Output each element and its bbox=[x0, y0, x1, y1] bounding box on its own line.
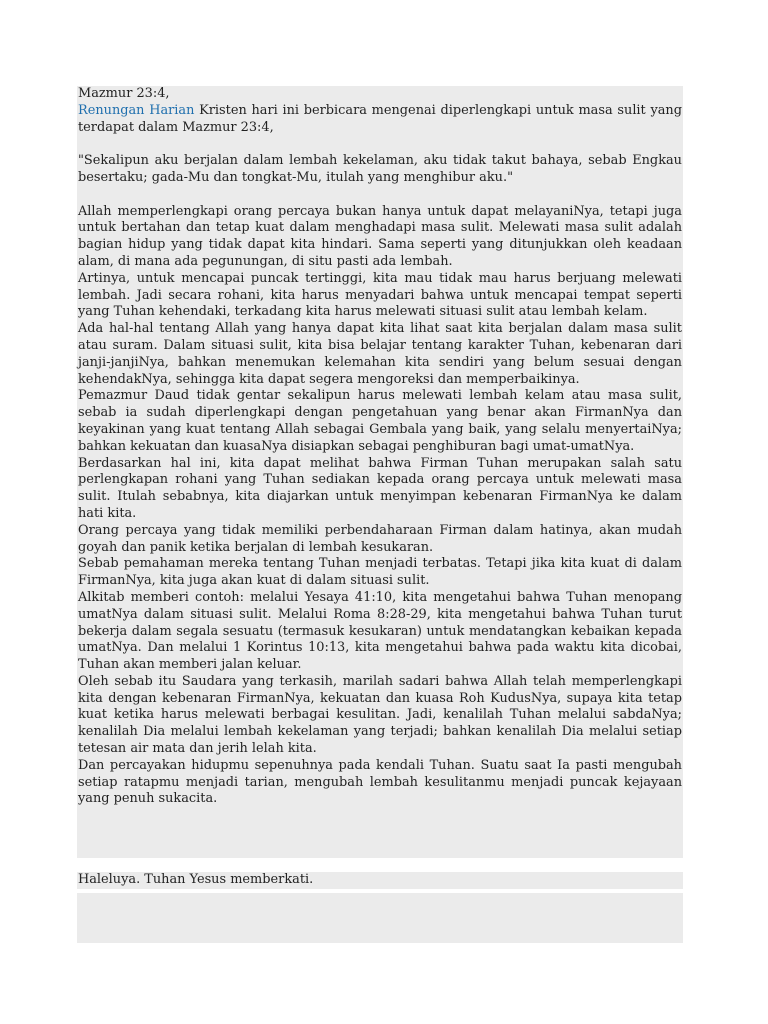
renungan-harian-link[interactable]: Renungan Harian bbox=[78, 102, 195, 118]
paragraph-4: Pemazmur Daud tidak gentar sekalipun harus melewati lembah kelam atau masa sulit, sebab ia sudah diperlengkapi dengan pengetahuan yang benar akan FirmanNya dan keyakinan yang kuat tentang Allah sebagai Gembala yang baik, yang selalu menyertaiNya; bahkan kekuatan dan kuasaNya disiapkan sebagai penghiburan bagi umat-umatNya. bbox=[78, 388, 682, 454]
block-gap bbox=[77, 858, 683, 872]
content-block bbox=[77, 86, 683, 858]
paragraph-2: Artinya, untuk mencapai puncak tertinggi, kita mau tidak mau harus berjuang melewati lembah. Jadi secara rohani, kita harus menyadari bahwa untuk mencapai tempat seperti yang Tuhan kehendaki, terkadang kita harus melewati situasi sulit atau lembah kelam. bbox=[78, 270, 682, 320]
spacer bbox=[78, 187, 682, 204]
paragraph-5: Berdasarkan hal ini, kita dapat melihat bahwa Firman Tuhan merupakan salah satu perlengkapan rohani yang Tuhan sediakan kepada orang percaya untuk melewati masa sulit. Itulah sebabnya, kita diajarkan untuk menyimpan kebenaran FirmanNya ke dalam hati kita. bbox=[78, 455, 682, 521]
closing-line: Haleluya. Tuhan Yesus memberkati. bbox=[78, 872, 314, 888]
closing-block bbox=[77, 872, 683, 889]
paragraph-3: Ada hal-hal tentang Allah yang hanya dapat kita lihat saat kita berjalan dalam masa sulit atau suram. Dalam situasi sulit, kita bisa belajar tentang karakter Tuhan, kebenaran dari janji-janjiNya, bahkan menemukan kelemahan kita sendiri yang belum sesuai dengan kehendakNya, sehingga kita dapat segera mengoreksi dan memperbaikinya. bbox=[78, 321, 682, 387]
blank-area bbox=[78, 808, 682, 858]
paragraph-6: Orang percaya yang tidak memiliki perbendaharaan Firman dalam hatinya, akan mudah goyah dan panik ketika berjalan di lembah kesukaran. bbox=[78, 522, 682, 555]
spacer bbox=[78, 136, 682, 153]
document-page bbox=[77, 86, 683, 943]
quote: "Sekalipun aku berjalan dalam lembah kekelaman, aku tidak takut bahaya, sebab Engkau besertaku; gada-Mu dan tongkat-Mu, itulah yang menghibur aku." bbox=[78, 153, 682, 185]
paragraph-7: Sebab pemahaman mereka tentang Tuhan menjadi terbatas. Tetapi jika kita kuat di dalam FirmanNya, kita juga akan kuat di dalam situasi sulit. bbox=[78, 556, 682, 589]
paragraph-9: Oleh sebab itu Saudara yang terkasih, marilah sadari bahwa Allah telah memperlengkapi kita dengan kebenaran FirmanNya, kekuatan dan kuasa Roh KudusNya, supaya kita tetap kuat ketika harus melewati berbagai kesulitan. Jadi, kenalilah Tuhan melalui sabdaNya; kenalilah Dia melalui lembah kekelaman yang terjadi; bahkan kenalilah Dia melalui setiap tetesan air mata dan jerih lelah kita. bbox=[78, 673, 682, 757]
paragraph-1: Allah memperlengkapi orang percaya bukan hanya untuk dapat melayaniNya, tetapi juga untuk bertahan dan tetap kuat dalam menghadapi masa sulit. Melewati masa sulit adalah bagian hidup yang tidak dapat kita hindari. Sama seperti yang ditunjukkan oleh keadaan alam, di mana ada pegunungan, di situ pasti ada lembah. bbox=[78, 203, 682, 269]
paragraph-10: Dan percayakan hidupmu sepenuhnya pada kendali Tuhan. Suatu saat Ia pasti mengubah setiap ratapmu menjadi tarian, mengubah lembah kesulitanmu menjadi puncak kejayaan yang penuh sukacita. bbox=[78, 757, 682, 807]
intro-text: Kristen hari ini berbicara mengenai diperlengkapi untuk masa sulit yang terdapat dalam Mazmur 23:4, bbox=[78, 102, 682, 135]
paragraph-8: Alkitab memberi contoh: melalui Yesaya 41:10, kita mengetahui bahwa Tuhan menopang umatNya dalam situasi sulit. Melalui Roma 8:28-29, kita mengetahui bahwa Tuhan turut bekerja dalam segala sesuatu (termasuk kesukaran) untuk mendatangkan kebaikan kepada umatNya. Dan melalui 1 Korintus 10:13, kita mengetahui bahwa pada waktu kita dicobai, Tuhan akan memberi jalan keluar. bbox=[78, 589, 682, 673]
empty-block bbox=[77, 893, 683, 943]
heading: Mazmur 23:4, bbox=[78, 86, 170, 101]
intro-paragraph bbox=[78, 103, 682, 137]
